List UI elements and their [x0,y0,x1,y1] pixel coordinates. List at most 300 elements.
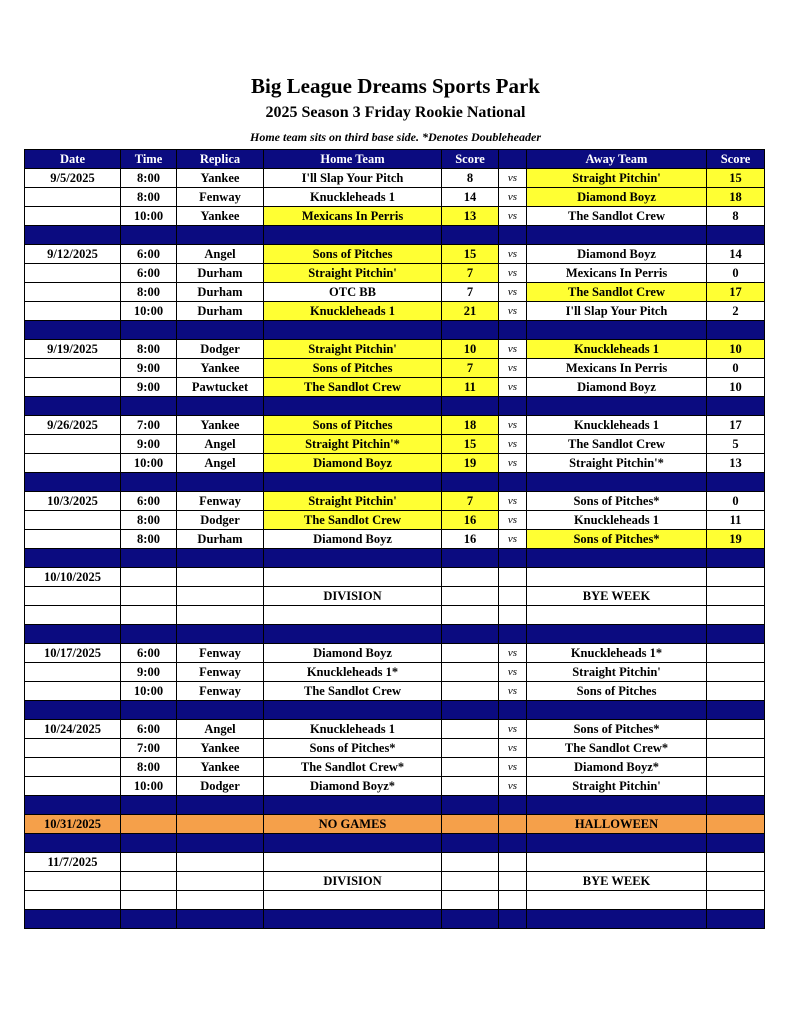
cell-replica: Fenway [177,682,264,701]
cell-away-team: BYE WEEK [527,587,707,606]
cell-replica: Durham [177,283,264,302]
cell-home-team: Mexicans In Perris [264,207,442,226]
cell-away-score: 0 [707,359,765,378]
cell-home-team: Diamond Boyz [264,530,442,549]
cell-away-team: Diamond Boyz* [527,758,707,777]
page-note: Home team sits on third base side. *Denotes Doubleheader [250,130,541,144]
cell-home-team [264,891,442,910]
separator-cell [707,701,765,720]
cell-home-score: 7 [442,264,499,283]
cell-time: 8:00 [121,511,177,530]
cell-time: 10:00 [121,682,177,701]
separator-cell [527,549,707,568]
separator-cell [177,625,264,644]
cell-away-team: Knuckleheads 1 [527,511,707,530]
cell-away-score: 19 [707,530,765,549]
table-row [25,587,765,606]
cell-time: 6:00 [121,492,177,511]
cell-time: 8:00 [121,188,177,207]
cell-home-score: 8 [442,169,499,188]
cell-away-team: The Sandlot Crew [527,207,707,226]
cell-home-score: 16 [442,530,499,549]
cell-home-team: NO GAMES [264,815,442,834]
separator-cell [177,226,264,245]
table-row [25,207,765,226]
cell-replica [177,568,264,587]
cell-date: 10/24/2025 [25,720,121,739]
separator-cell [499,910,527,929]
cell-home-team: Sons of Pitches* [264,739,442,758]
table-row [25,606,765,625]
separator-cell [442,321,499,340]
cell-replica [177,853,264,872]
cell-date [25,302,121,321]
separator-cell [707,910,765,929]
cell-replica: Pawtucket [177,378,264,397]
cell-time: 8:00 [121,283,177,302]
cell-date [25,511,121,530]
cell-vs: vs [499,720,527,739]
cell-replica: Angel [177,720,264,739]
cell-time: 8:00 [121,758,177,777]
separator-cell [442,701,499,720]
cell-away-score: 0 [707,492,765,511]
separator-row [25,226,765,245]
cell-replica: Fenway [177,492,264,511]
separator-row [25,796,765,815]
cell-home-score [442,682,499,701]
cell-time: 9:00 [121,378,177,397]
separator-cell [442,834,499,853]
cell-away-score: 5 [707,435,765,454]
cell-away-team: HALLOWEEN [527,815,707,834]
cell-home-score: 16 [442,511,499,530]
cell-vs: vs [499,188,527,207]
cell-date [25,663,121,682]
cell-away-score [707,739,765,758]
cell-away-score [707,568,765,587]
cell-time: 6:00 [121,644,177,663]
cell-away-score [707,777,765,796]
cell-replica: Yankee [177,207,264,226]
cell-replica: Angel [177,245,264,264]
cell-replica [177,872,264,891]
cell-away-score: 10 [707,378,765,397]
cell-away-team: Mexicans In Perris [527,264,707,283]
cell-vs: vs [499,644,527,663]
separator-cell [177,473,264,492]
cell-home-team: Straight Pitchin' [264,340,442,359]
separator-cell [499,397,527,416]
separator-cell [527,226,707,245]
cell-vs [499,587,527,606]
separator-cell [264,473,442,492]
cell-date: 10/31/2025 [25,815,121,834]
cell-away-team: Diamond Boyz [527,378,707,397]
separator-cell [707,625,765,644]
cell-home-score: 19 [442,454,499,473]
table-row [25,416,765,435]
cell-away-score [707,663,765,682]
cell-time [121,587,177,606]
cell-away-team: Knuckleheads 1 [527,416,707,435]
table-row [25,511,765,530]
cell-away-score: 11 [707,511,765,530]
cell-home-score: 7 [442,283,499,302]
cell-home-score: 7 [442,359,499,378]
cell-date: 10/3/2025 [25,492,121,511]
separator-cell [499,625,527,644]
cell-home-team: Sons of Pitches [264,359,442,378]
cell-replica: Yankee [177,169,264,188]
separator-cell [707,321,765,340]
cell-home-team: Diamond Boyz* [264,777,442,796]
cell-away-score: 18 [707,188,765,207]
cell-time: 7:00 [121,739,177,758]
cell-time: 6:00 [121,264,177,283]
cell-time: 10:00 [121,777,177,796]
cell-replica: Durham [177,530,264,549]
cell-home-score: 15 [442,245,499,264]
separator-cell [442,625,499,644]
cell-replica: Yankee [177,758,264,777]
cell-replica: Fenway [177,188,264,207]
cell-away-score: 14 [707,245,765,264]
cell-date [25,378,121,397]
cell-vs: vs [499,378,527,397]
table-header-row [25,150,765,169]
table-row [25,264,765,283]
cell-away-team: Sons of Pitches [527,682,707,701]
cell-away-score [707,720,765,739]
cell-date: 10/10/2025 [25,568,121,587]
cell-date: 9/19/2025 [25,340,121,359]
cell-date [25,188,121,207]
cell-replica: Angel [177,435,264,454]
cell-away-team: The Sandlot Crew [527,283,707,302]
cell-time: 8:00 [121,169,177,188]
cell-home-team: I'll Slap Your Pitch [264,169,442,188]
cell-home-score [442,872,499,891]
cell-date [25,264,121,283]
cell-away-score [707,644,765,663]
cell-vs [499,853,527,872]
cell-time: 6:00 [121,245,177,264]
cell-vs: vs [499,530,527,549]
cell-vs: vs [499,302,527,321]
cell-date [25,283,121,302]
cell-away-team: Knuckleheads 1 [527,340,707,359]
cell-home-score: 21 [442,302,499,321]
separator-cell [121,549,177,568]
table-row [25,739,765,758]
col-header-home-score: Score [442,150,499,169]
cell-vs: vs [499,207,527,226]
separator-cell [499,226,527,245]
cell-time [121,568,177,587]
table-row [25,758,765,777]
cell-home-score: 7 [442,492,499,511]
separator-cell [264,226,442,245]
cell-home-score: 13 [442,207,499,226]
separator-cell [25,625,121,644]
cell-home-team [264,853,442,872]
cell-replica: Yankee [177,416,264,435]
cell-date [25,530,121,549]
col-header-replica: Replica [177,150,264,169]
separator-cell [264,701,442,720]
cell-time: 10:00 [121,454,177,473]
cell-away-team: Straight Pitchin' [527,169,707,188]
separator-cell [442,910,499,929]
separator-cell [177,910,264,929]
cell-vs [499,606,527,625]
separator-row [25,834,765,853]
table-row [25,872,765,891]
cell-vs: vs [499,663,527,682]
cell-away-team: Diamond Boyz [527,245,707,264]
separator-cell [442,226,499,245]
cell-home-score [442,663,499,682]
cell-time [121,872,177,891]
cell-vs: vs [499,777,527,796]
separator-cell [25,796,121,815]
cell-replica: Yankee [177,739,264,758]
cell-away-score: 10 [707,340,765,359]
cell-away-team: Mexicans In Perris [527,359,707,378]
cell-home-score [442,606,499,625]
separator-cell [499,834,527,853]
cell-date: 9/12/2025 [25,245,121,264]
separator-cell [264,834,442,853]
cell-home-score [442,815,499,834]
cell-home-team: Diamond Boyz [264,644,442,663]
cell-vs: vs [499,169,527,188]
separator-row [25,625,765,644]
cell-home-score: 18 [442,416,499,435]
cell-date [25,435,121,454]
separator-cell [121,226,177,245]
table-row [25,435,765,454]
separator-cell [121,625,177,644]
separator-row [25,321,765,340]
cell-home-team: The Sandlot Crew [264,682,442,701]
cell-home-team: Sons of Pitches [264,245,442,264]
cell-date [25,777,121,796]
cell-away-team: Straight Pitchin'* [527,454,707,473]
cell-date [25,606,121,625]
separator-cell [527,625,707,644]
cell-away-score [707,853,765,872]
separator-cell [121,910,177,929]
separator-cell [121,321,177,340]
separator-cell [264,397,442,416]
table-row [25,777,765,796]
cell-home-team: OTC BB [264,283,442,302]
cell-away-team [527,891,707,910]
cell-home-team: Straight Pitchin' [264,264,442,283]
cell-vs: vs [499,245,527,264]
cell-home-score: 15 [442,435,499,454]
cell-date: 11/7/2025 [25,853,121,872]
separator-cell [177,834,264,853]
cell-vs: vs [499,682,527,701]
separator-cell [527,397,707,416]
cell-home-team [264,568,442,587]
cell-vs: vs [499,264,527,283]
table-row [25,245,765,264]
cell-vs: vs [499,340,527,359]
cell-home-team: DIVISION [264,587,442,606]
cell-home-team: Knuckleheads 1* [264,663,442,682]
separator-cell [442,473,499,492]
cell-replica: Yankee [177,359,264,378]
table-row [25,454,765,473]
cell-replica [177,606,264,625]
cell-away-team: Knuckleheads 1* [527,644,707,663]
cell-vs: vs [499,435,527,454]
cell-date [25,454,121,473]
table-row [25,340,765,359]
cell-time: 9:00 [121,435,177,454]
cell-vs: vs [499,511,527,530]
separator-row [25,701,765,720]
cell-home-score [442,587,499,606]
separator-cell [442,796,499,815]
col-header-time: Time [121,150,177,169]
cell-away-score [707,682,765,701]
cell-home-score [442,720,499,739]
cell-time [121,891,177,910]
cell-replica [177,587,264,606]
cell-away-score: 13 [707,454,765,473]
cell-date [25,872,121,891]
cell-home-team: Diamond Boyz [264,454,442,473]
cell-home-team: Sons of Pitches [264,416,442,435]
schedule-body [25,169,765,929]
separator-cell [707,796,765,815]
cell-away-score: 17 [707,283,765,302]
cell-away-score [707,815,765,834]
cell-away-team: The Sandlot Crew [527,435,707,454]
separator-row [25,397,765,416]
cell-away-score [707,587,765,606]
separator-cell [499,701,527,720]
table-row [25,492,765,511]
cell-vs [499,815,527,834]
separator-row [25,910,765,929]
cell-date [25,682,121,701]
separator-cell [121,397,177,416]
col-header-away-score: Score [707,150,765,169]
cell-away-score [707,891,765,910]
cell-home-score [442,853,499,872]
table-row [25,891,765,910]
cell-replica [177,891,264,910]
cell-away-team: The Sandlot Crew* [527,739,707,758]
cell-replica [177,815,264,834]
separator-cell [177,796,264,815]
schedule-table [24,149,765,929]
cell-vs [499,891,527,910]
cell-home-team: Knuckleheads 1 [264,720,442,739]
cell-replica: Angel [177,454,264,473]
separator-cell [707,834,765,853]
separator-cell [707,473,765,492]
separator-cell [177,321,264,340]
separator-cell [499,321,527,340]
cell-home-score [442,568,499,587]
cell-vs: vs [499,758,527,777]
separator-row [25,549,765,568]
separator-cell [499,796,527,815]
cell-vs: vs [499,739,527,758]
table-row [25,530,765,549]
cell-vs: vs [499,283,527,302]
cell-time: 9:00 [121,359,177,378]
separator-cell [264,321,442,340]
cell-away-team: I'll Slap Your Pitch [527,302,707,321]
cell-date [25,758,121,777]
separator-cell [527,910,707,929]
col-header-home-team: Home Team [264,150,442,169]
table-row [25,644,765,663]
cell-home-score: 10 [442,340,499,359]
separator-cell [177,701,264,720]
cell-home-team: The Sandlot Crew [264,378,442,397]
cell-time: 9:00 [121,663,177,682]
cell-away-team: Sons of Pitches* [527,530,707,549]
cell-replica: Dodger [177,340,264,359]
col-header-away-team: Away Team [527,150,707,169]
cell-date: 10/17/2025 [25,644,121,663]
cell-away-team [527,853,707,872]
separator-cell [499,549,527,568]
separator-cell [25,910,121,929]
cell-away-score: 2 [707,302,765,321]
cell-away-team [527,568,707,587]
cell-away-team: Sons of Pitches* [527,720,707,739]
cell-vs [499,568,527,587]
cell-date [25,891,121,910]
cell-away-team: BYE WEEK [527,872,707,891]
cell-date [25,739,121,758]
cell-replica: Durham [177,302,264,321]
cell-home-score: 14 [442,188,499,207]
cell-time [121,606,177,625]
cell-date [25,587,121,606]
cell-home-score [442,739,499,758]
cell-home-team: DIVISION [264,872,442,891]
cell-time: 8:00 [121,340,177,359]
cell-home-team: Straight Pitchin'* [264,435,442,454]
cell-home-team: The Sandlot Crew* [264,758,442,777]
cell-time [121,853,177,872]
cell-home-team: Knuckleheads 1 [264,302,442,321]
cell-home-team: The Sandlot Crew [264,511,442,530]
cell-away-team: Straight Pitchin' [527,663,707,682]
separator-cell [121,701,177,720]
separator-cell [121,473,177,492]
cell-time: 7:00 [121,416,177,435]
cell-vs: vs [499,359,527,378]
cell-replica: Fenway [177,663,264,682]
page-title: Big League Dreams Sports Park [251,74,540,98]
separator-cell [25,473,121,492]
cell-away-score [707,872,765,891]
cell-away-score: 8 [707,207,765,226]
cell-away-score [707,606,765,625]
